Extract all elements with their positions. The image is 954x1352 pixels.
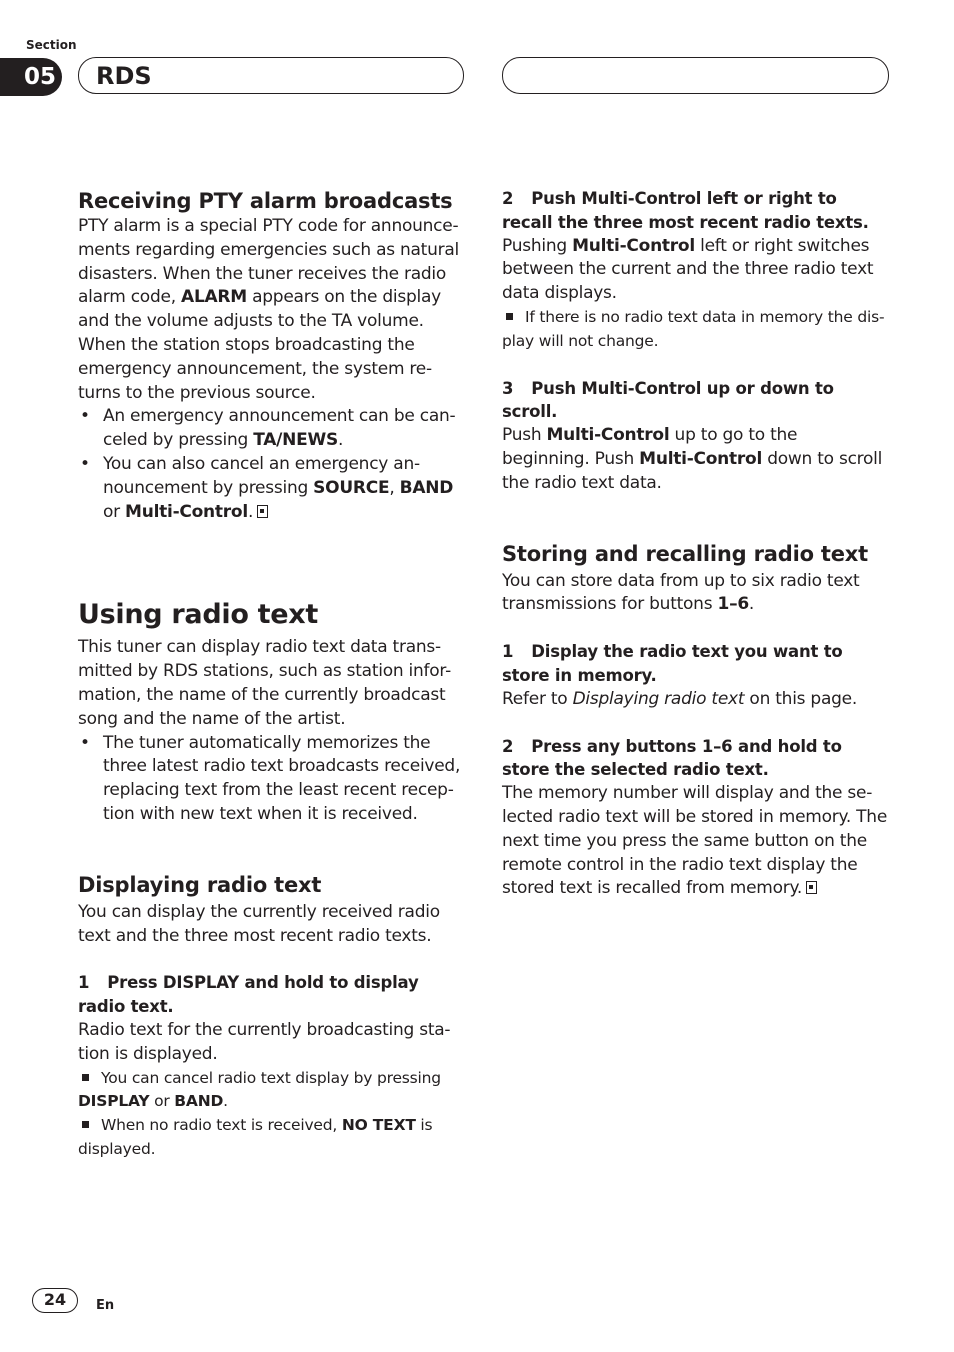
- step-text: Display the radio text you want to store in memory.: [502, 642, 843, 685]
- text: An emergency announcement can be can-celed by pressing: [103, 406, 456, 451]
- text: .: [223, 1092, 228, 1111]
- step-number: 1: [78, 973, 90, 993]
- displaying-note-2: [78, 1114, 464, 1162]
- right-column: [502, 187, 888, 901]
- text: The memory number will display and the se-lected radio text will be stored in memory. The next time you press the same button on the remote control in the radio text display the stored text is recalled from memory.: [502, 783, 888, 899]
- end-mark-icon: [806, 881, 817, 894]
- step-number: 2: [502, 189, 514, 208]
- cross-reference: Displaying radio text: [572, 688, 745, 709]
- step-text: Push Multi-Control left or right to recall the three most recent radio texts.: [502, 189, 869, 232]
- section-number-tab: 05: [0, 58, 62, 96]
- list-item: [78, 453, 464, 524]
- multi-control-term: Multi-Control: [639, 448, 763, 469]
- text: up to go to the beginning. Push: [502, 425, 798, 469]
- text: .: [748, 594, 755, 615]
- pty-bullets: [78, 405, 464, 524]
- list-item: [78, 405, 464, 453]
- pty-paragraph: [78, 215, 464, 405]
- storing-step-1-body: [502, 688, 888, 712]
- band-term: BAND: [399, 477, 454, 498]
- end-mark-icon: [257, 505, 268, 518]
- text: ,: [389, 477, 400, 498]
- language-label: En: [96, 1298, 115, 1313]
- text: is displayed.: [78, 1116, 433, 1158]
- text: If there is no radio text data in memory the dis-play will not change.: [502, 307, 885, 350]
- text: left or right switches between the current and the three radio text data displays.: [502, 235, 874, 304]
- no-text-term: NO TEXT: [341, 1116, 416, 1135]
- multi-control-term: Multi-Control: [125, 501, 248, 522]
- section-label: Section: [26, 38, 77, 52]
- text: appears on the display and the volume adjusts to the TA volume. When the station stops broadcasting the emergency announcement, the system re-turns to the previous source.: [78, 287, 441, 403]
- storing-heading: Storing and recalling radio text: [502, 541, 868, 566]
- note-square-icon: [82, 1074, 89, 1081]
- multi-control-term: Multi-Control: [572, 235, 695, 256]
- display-term: DISPLAY: [78, 1092, 150, 1111]
- displaying-step-1-body: Radio text for the currently broadcasting sta-tion is displayed.: [78, 1019, 451, 1064]
- multi-control-term: Multi-Control: [546, 425, 670, 446]
- storing-step-2: [502, 735, 888, 783]
- text: Refer to: [502, 688, 573, 709]
- note-square-icon: [82, 1121, 89, 1128]
- band-term: BAND: [174, 1092, 224, 1111]
- displaying-paragraph: You can display the currently received radio text and the three most recent radio texts.: [78, 901, 440, 946]
- text: or: [149, 1092, 175, 1111]
- header-empty-frame: [502, 57, 889, 94]
- text: .: [337, 430, 344, 451]
- storing-paragraph: [502, 570, 888, 618]
- step-number: 3: [502, 378, 514, 398]
- step-2-body: [502, 235, 888, 306]
- step-2-heading: [502, 187, 888, 235]
- buttons-term: 1–6: [717, 594, 749, 615]
- step-number: 2: [502, 736, 514, 756]
- step-3-body: [502, 424, 888, 495]
- page-number: 24: [32, 1288, 78, 1313]
- text: You can store data from up to six radio text transmissions for buttons: [502, 570, 860, 615]
- text: PTY alarm is a special PTY code for announce-ments regarding emergencies such as natural disasters. When the tuner receives the radio alarm code,: [78, 216, 460, 308]
- text: Pushing: [502, 235, 573, 256]
- step-text: Press any buttons 1–6 and hold to store the selected radio text.: [502, 736, 842, 780]
- using-bullets: [78, 732, 464, 827]
- text: on this page.: [744, 688, 858, 709]
- text: down to scroll the radio text data.: [502, 448, 883, 493]
- text: or: [103, 501, 126, 522]
- storing-step-2-body: [502, 782, 888, 901]
- text: You can cancel radio text display by pressing: [101, 1068, 441, 1087]
- storing-step-1: [502, 640, 888, 688]
- using-paragraph: This tuner can display radio text data trans-mitted by RDS stations, such as station infor-mation, the name of the currently broadcast song and the name of the artist.: [78, 637, 451, 729]
- text: You can also cancel an emergency an-nouncement by pressing: [103, 453, 420, 498]
- step-number: 1: [502, 642, 514, 662]
- step-text: Push Multi-Control up or down to scroll.: [502, 378, 834, 422]
- text: Push: [502, 425, 547, 446]
- left-column: [78, 183, 464, 1162]
- displaying-heading: Displaying radio text: [78, 872, 322, 897]
- step-text: Press DISPLAY and hold to display radio text.: [78, 973, 419, 1017]
- displaying-step-1: [78, 971, 464, 1019]
- text: When no radio text is received,: [101, 1116, 342, 1135]
- pty-heading: Receiving PTY alarm broadcasts: [78, 189, 453, 213]
- source-term: SOURCE: [313, 477, 390, 498]
- step-3-heading: [502, 377, 888, 425]
- alarm-term: ALARM: [181, 287, 247, 308]
- text: .: [247, 501, 254, 522]
- list-item: • The tuner automatically memorizes the three latest radio text broadcasts received, replacing text from the least recent recep-tion with new text when it is received.: [78, 732, 464, 827]
- header-title: RDS: [96, 62, 152, 90]
- step-2-note: [502, 306, 888, 354]
- using-heading: Using radio text: [78, 599, 319, 631]
- note-square-icon: [506, 313, 513, 320]
- displaying-note-1: [78, 1067, 464, 1115]
- ta-news-term: TA/NEWS: [253, 430, 338, 451]
